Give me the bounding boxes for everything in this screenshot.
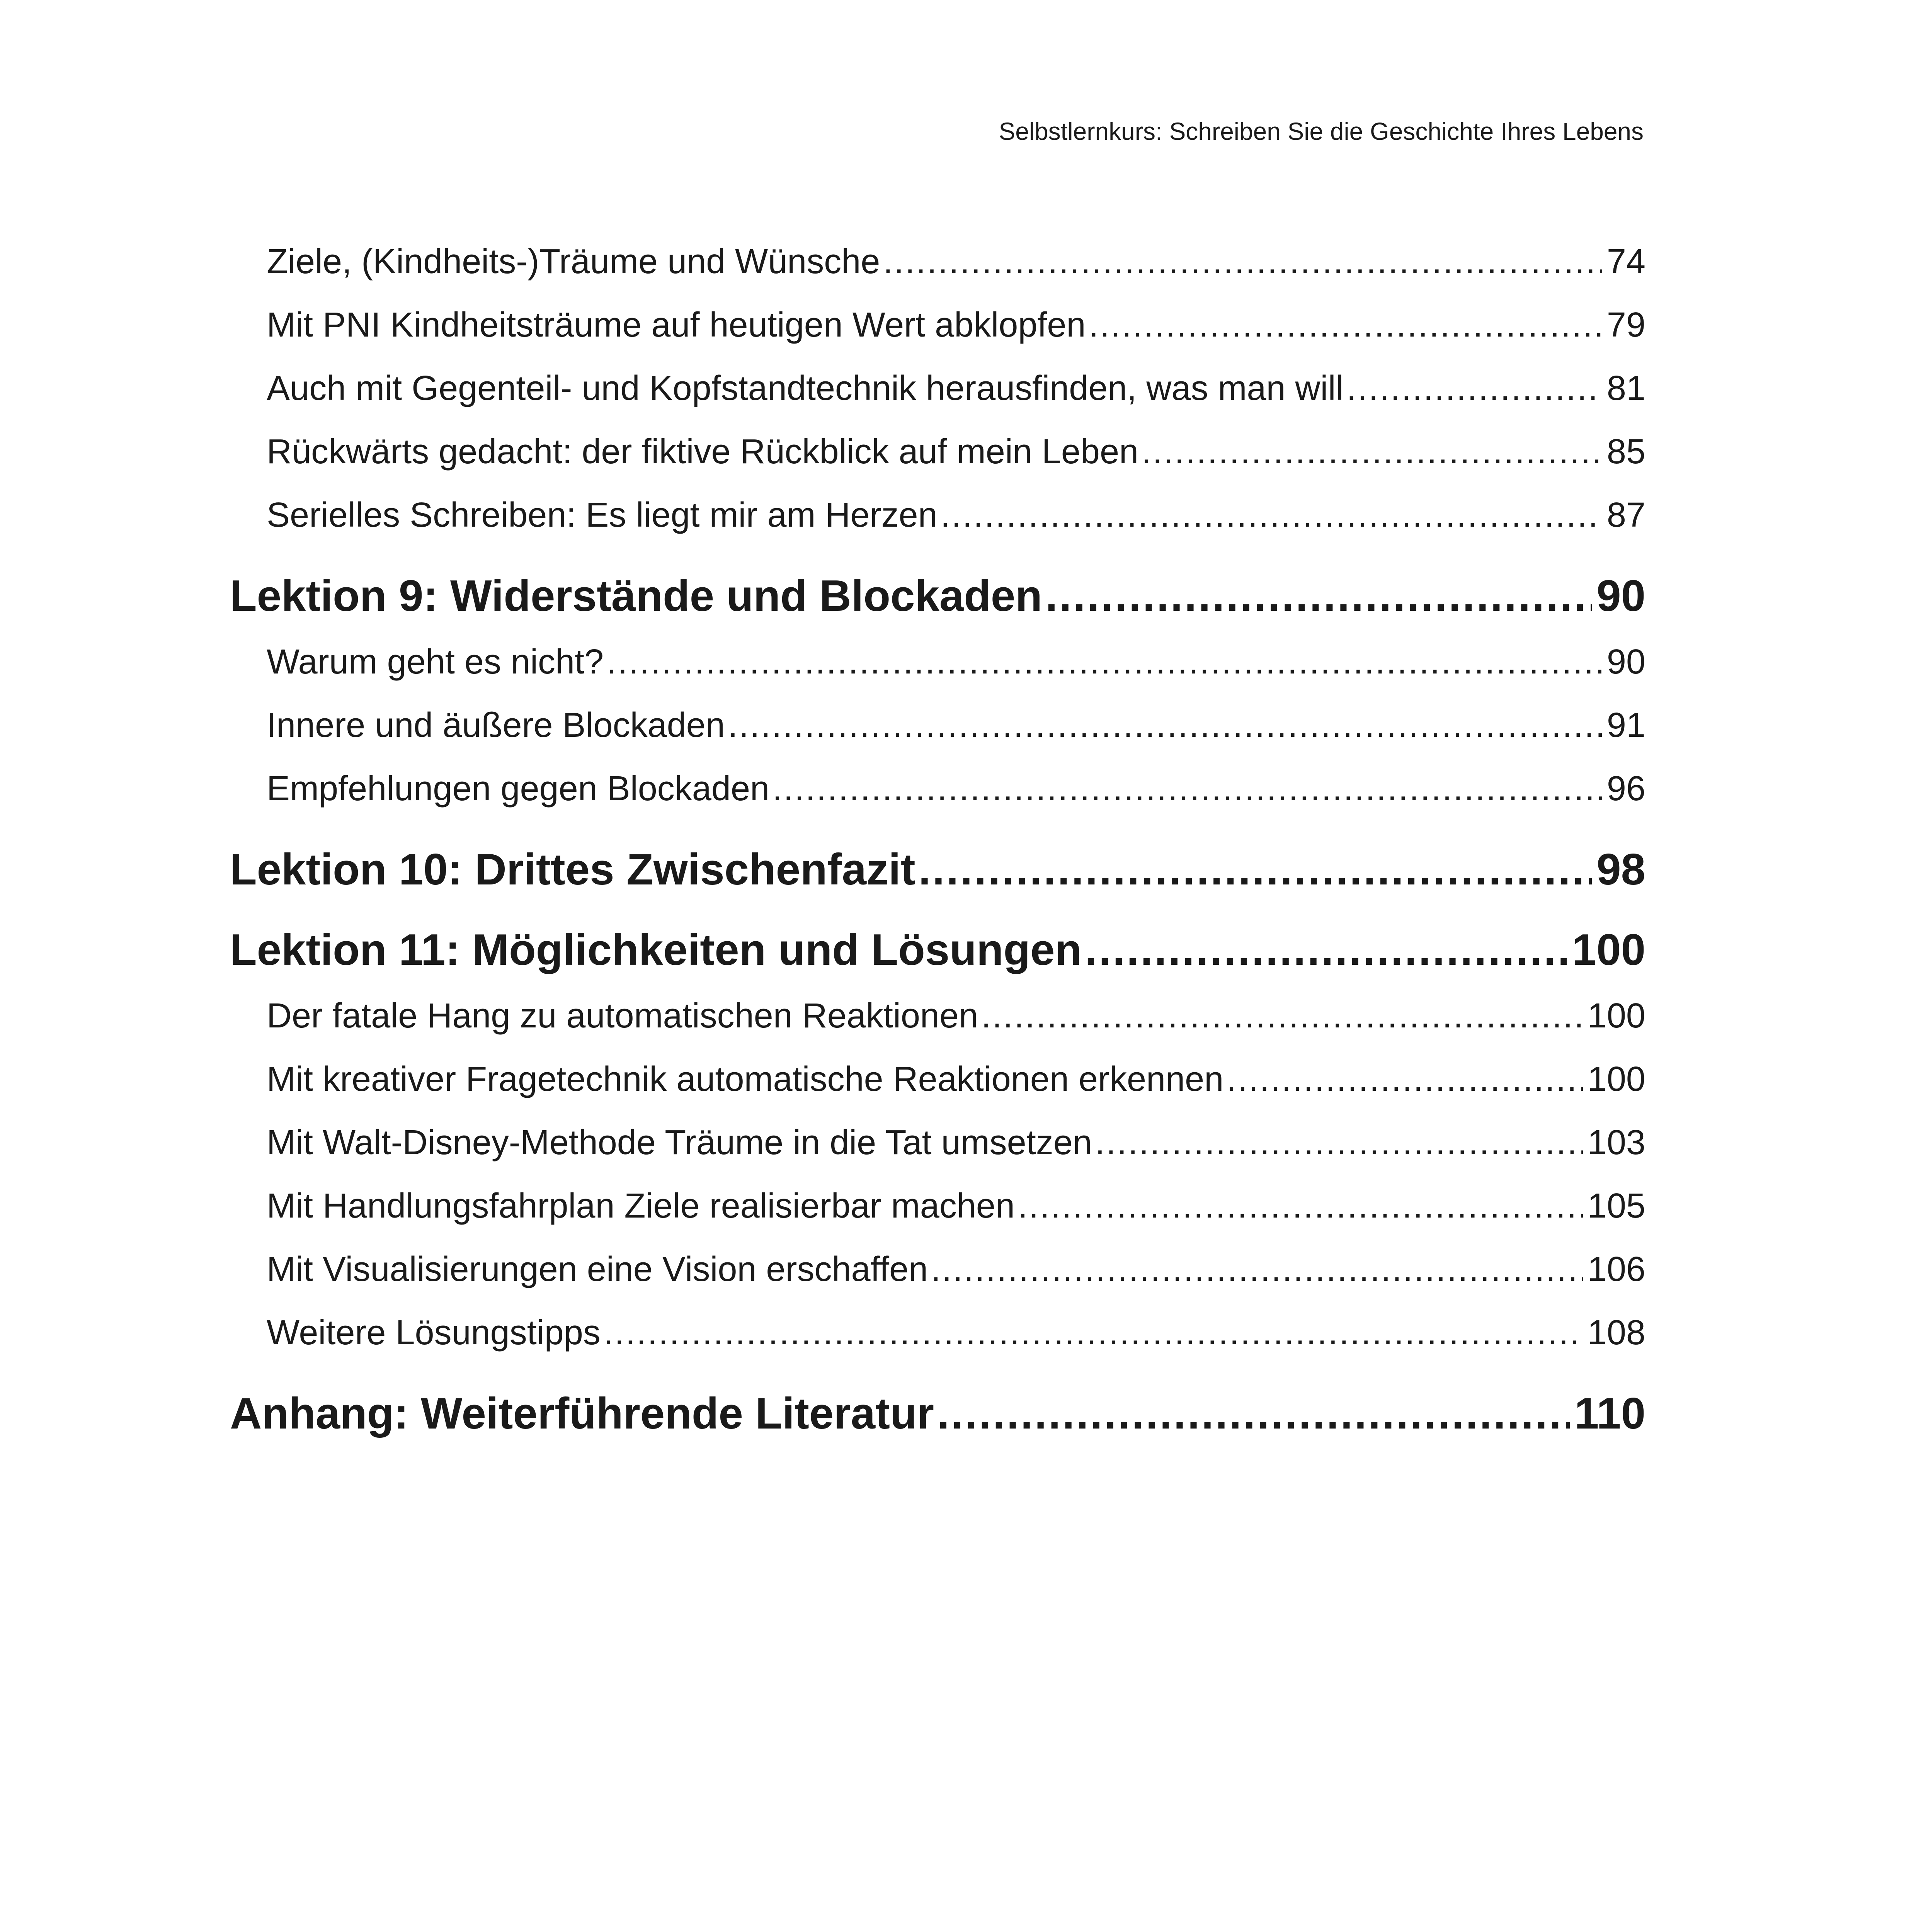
- toc-entry-title: Empfehlungen gegen Blockaden: [267, 769, 770, 808]
- toc-chapter-page: 110: [1574, 1389, 1645, 1438]
- dot-leader: [1045, 565, 1592, 627]
- toc-entry[interactable]: [230, 1301, 1645, 1364]
- spacer: [230, 547, 1645, 565]
- toc-entry-page: 103: [1587, 1123, 1645, 1162]
- toc-entry[interactable]: [230, 293, 1645, 357]
- spacer: [230, 820, 1645, 839]
- toc-entry-title: Ziele, (Kindheits-)Träume und Wünsche: [267, 242, 880, 281]
- toc-entry-title: Mit PNI Kindheitsträume auf heutigen Wert abklopfen: [267, 306, 1086, 344]
- toc-entry[interactable]: [230, 1111, 1645, 1174]
- dot-leader: [773, 757, 1602, 820]
- dot-leader: [1089, 293, 1602, 357]
- toc-entry-page: 85: [1606, 432, 1645, 471]
- toc-entry-page: 108: [1587, 1313, 1645, 1352]
- toc-entry-page: 79: [1606, 306, 1645, 344]
- toc-entry-title: Warum geht es nicht?: [267, 643, 604, 681]
- toc-chapter-title: Lektion 10: Drittes Zwischenfazit: [230, 845, 915, 894]
- toc-entry[interactable]: [230, 694, 1645, 757]
- dot-leader: [941, 483, 1602, 547]
- toc-entry-page: 74: [1606, 242, 1645, 281]
- toc-entry-title: Mit Visualisierungen eine Vision erschaffen: [267, 1250, 928, 1289]
- toc-chapter-lektion-9[interactable]: [230, 565, 1645, 627]
- toc-entry[interactable]: [230, 483, 1645, 547]
- toc-entry-page: 105: [1587, 1187, 1645, 1225]
- toc-chapter-anhang[interactable]: [230, 1383, 1645, 1445]
- toc-entry[interactable]: [230, 357, 1645, 420]
- toc-entry-title: Der fatale Hang zu automatischen Reaktionen: [267, 997, 978, 1035]
- dot-leader: [981, 984, 1583, 1048]
- toc-entry-page: 87: [1606, 496, 1645, 534]
- dot-leader: [883, 230, 1602, 293]
- toc-entry-title: Serielles Schreiben: Es liegt mir am Herzen: [267, 496, 938, 534]
- dot-leader: [728, 694, 1602, 757]
- toc-entry-title: Weitere Lösungstipps: [267, 1313, 601, 1352]
- toc-chapter-lektion-11[interactable]: [230, 919, 1645, 981]
- toc-chapter-page: 98: [1596, 845, 1645, 894]
- toc-entry-title: Mit kreativer Fragetechnik automatische Reaktionen erkennen: [267, 1060, 1224, 1099]
- toc-chapter-page: 90: [1596, 571, 1645, 621]
- dot-leader: [1085, 919, 1567, 981]
- toc-chapter-title: Lektion 9: Widerstände und Blockaden: [230, 571, 1042, 621]
- dot-leader: [1095, 1111, 1583, 1174]
- toc-entry-title: Mit Handlungsfahrplan Ziele realisierbar machen: [267, 1187, 1015, 1225]
- toc-entry-page: 106: [1587, 1250, 1645, 1289]
- toc-entry[interactable]: [230, 1238, 1645, 1301]
- dot-leader: [937, 1383, 1570, 1445]
- toc-entry-page: 91: [1606, 706, 1645, 745]
- toc-entry-title: Rückwärts gedacht: der fiktive Rückblick auf mein Leben: [267, 432, 1139, 471]
- toc-entry[interactable]: [230, 1048, 1645, 1111]
- toc-entry[interactable]: [230, 230, 1645, 293]
- dot-leader: [607, 630, 1602, 694]
- dot-leader: [1347, 357, 1602, 420]
- toc-entry[interactable]: [230, 420, 1645, 483]
- spacer: [230, 627, 1645, 630]
- toc-entry[interactable]: [230, 757, 1645, 820]
- toc-entry-page: 100: [1587, 997, 1645, 1035]
- dot-leader: [1227, 1048, 1583, 1111]
- toc-entry[interactable]: [230, 1174, 1645, 1238]
- toc-entry[interactable]: [230, 984, 1645, 1048]
- toc-entry-title: Mit Walt-Disney-Methode Träume in die Tat umsetzen: [267, 1123, 1092, 1162]
- toc-entry[interactable]: [230, 630, 1645, 694]
- toc-chapter-title: Lektion 11: Möglichkeiten und Lösungen: [230, 925, 1082, 975]
- dot-leader: [931, 1238, 1583, 1301]
- toc-chapter-lektion-10[interactable]: [230, 839, 1645, 901]
- dot-leader: [1142, 420, 1602, 483]
- toc-entry-page: 100: [1587, 1060, 1645, 1099]
- spacer: [230, 981, 1645, 984]
- spacer: [230, 901, 1645, 919]
- dot-leader: [604, 1301, 1583, 1364]
- toc-entry-page: 90: [1606, 643, 1645, 681]
- dot-leader: [919, 839, 1592, 901]
- dot-leader: [1018, 1174, 1583, 1238]
- toc-entry-title: Innere und äußere Blockaden: [267, 706, 725, 745]
- toc-entry-page: 96: [1606, 769, 1645, 808]
- table-of-contents: [230, 230, 1645, 1445]
- running-header: Selbstlernkurs: Schreiben Sie die Geschichte Ihres Lebens: [999, 117, 1644, 145]
- toc-entry-page: 81: [1606, 369, 1645, 408]
- toc-entry-title: Auch mit Gegenteil- und Kopfstandtechnik herausfinden, was man will: [267, 369, 1344, 408]
- spacer: [230, 1364, 1645, 1383]
- toc-chapter-title: Anhang: Weiterführende Literatur: [230, 1389, 934, 1438]
- toc-chapter-page: 100: [1572, 925, 1645, 975]
